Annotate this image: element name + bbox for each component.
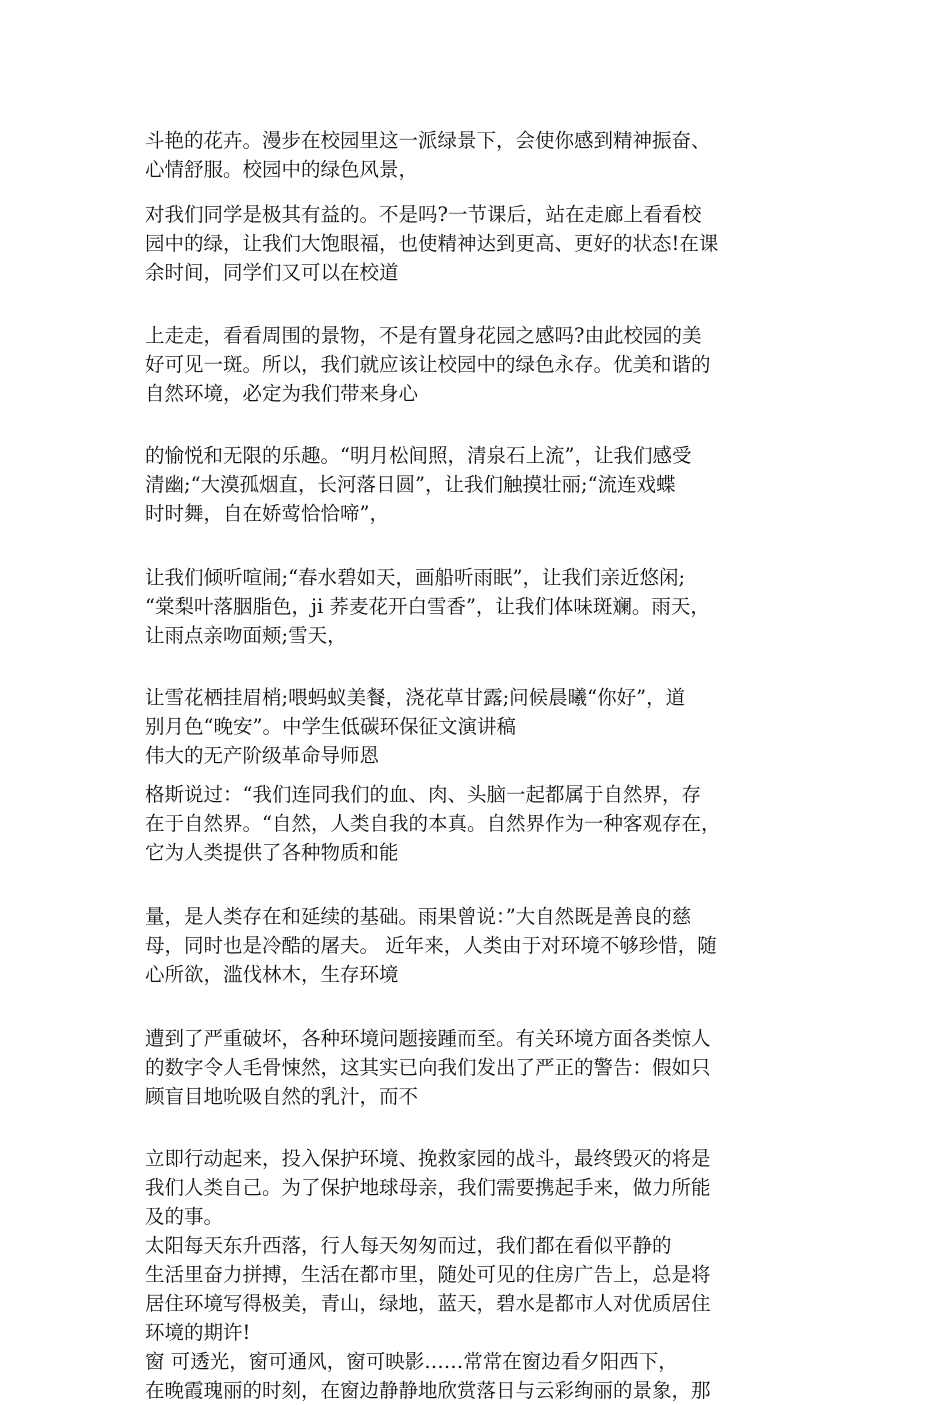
text-line: 在晚霞瑰丽的时刻，在窗边静静地欣赏落日与云彩绚丽的景象，那: [145, 1379, 711, 1402]
text-line: 的愉悦和无限的乐趣。“明月松间照，清泉石上流”，让我们感受: [145, 444, 692, 467]
text-line: 立即行动起来，投入保护环境、挽救家园的战斗，最终毁灭的将是: [145, 1147, 711, 1170]
text-line: “棠梨叶落胭脂色，ji 荞麦花开白雪香”，让我们体味斑斓。雨天，: [145, 595, 710, 618]
text-line: 伟大的无产阶级革命导师恩: [145, 744, 380, 767]
text-line: 的数字令人毛骨悚然，这其实已向我们发出了严正的警告：假如只: [145, 1056, 711, 1079]
text-line: 上走走，看看周围的景物，不是有置身花园之感吗?由此校园的美: [145, 324, 702, 347]
text-line: 我们人类自己。为了保护地球母亲，我们需要携起手来，做力所能: [145, 1176, 711, 1199]
text-line: 别月色“晚安”。中学生低碳环保征文演讲稿: [145, 715, 516, 738]
text-line: 遭到了严重破坏，各种环境问题接踵而至。有关环境方面各类惊人: [145, 1027, 711, 1050]
text-line: 在于自然界。“自然，人类自我的本真。自然界作为一种客观存在，: [145, 812, 721, 835]
text-line: 居住环境写得极美，青山，绿地，蓝天，碧水是都市人对优质居住: [145, 1292, 711, 1315]
paragraph-6: [145, 683, 815, 770]
text-line: 园中的绿，让我们大饱眼福，也使精神达到更高、更好的状态!在课: [145, 232, 719, 255]
text-line: 清幽;“大漠孤烟直，长河落日圆”，让我们触摸壮丽;“流连戏蝶: [145, 473, 676, 496]
text-line: 自然环境，必定为我们带来身心: [145, 382, 419, 405]
text-line: 它为人类提供了各种物质和能: [145, 841, 399, 864]
text-line: 心所欲，滥伐林木，生存环境: [145, 963, 399, 986]
text-line: 环境的期许!: [145, 1321, 251, 1344]
text-line: 时时舞，自在娇莺恰恰啼”，: [145, 502, 389, 525]
text-line: 让雪花栖挂眉梢;喂蚂蚁美餐，浇花草甘露;问候晨曦“你好”，道: [145, 686, 686, 709]
text-line: 及的事。: [145, 1205, 224, 1228]
text-line: 生活里奋力拼搏，生活在都市里，随处可见的住房广告上，总是将: [145, 1263, 711, 1286]
text-line: 窗 可透光，窗可通风，窗可映影……常常在窗边看夕阳西下，: [145, 1350, 678, 1373]
paragraph-9: [145, 1024, 815, 1111]
paragraph-10: [145, 1144, 815, 1405]
text-line: 顾盲目地吮吸自然的乳汁，而不: [145, 1085, 419, 1108]
text-line: 斗艳的花卉。漫步在校园里这一派绿景下，会使你感到精神振奋、: [145, 129, 711, 152]
paragraph-3: [145, 321, 815, 408]
text-line: 母，同时也是冷酷的屠夫。 近年来，人类由于对环境不够珍惜，随: [145, 934, 717, 957]
text-line: 对我们同学是极其有益的。不是吗?一节课后，站在走廊上看看校: [145, 203, 702, 226]
paragraph-4: [145, 441, 815, 528]
text-line: 心情舒服。校园中的绿色风景，: [145, 158, 419, 181]
paragraph-5: [145, 563, 815, 650]
text-line: 量，是人类存在和延续的基础。雨果曾说：”大自然既是善良的慈: [145, 905, 692, 928]
text-line: 让雨点亲吻面颊;雪天，: [145, 624, 347, 647]
text-line: 格斯说过：“我们连同我们的血、肉、头脑一起都属于自然界，存: [145, 783, 701, 806]
text-line: 让我们倾听喧闹;“春水碧如天，画船听雨眠”，让我们亲近悠闲;: [145, 566, 686, 589]
paragraph-2: [145, 200, 815, 287]
text-line: 好可见一斑。所以，我们就应该让校园中的绿色永存。优美和谐的: [145, 353, 711, 376]
text-line: 余时间，同学们又可以在校道: [145, 261, 399, 284]
paragraph-7: [145, 780, 815, 867]
paragraph-1: [145, 126, 815, 184]
paragraph-8: [145, 902, 815, 989]
text-line: 太阳每天东升西落，行人每天匆匆而过，我们都在看似平静的: [145, 1234, 672, 1257]
